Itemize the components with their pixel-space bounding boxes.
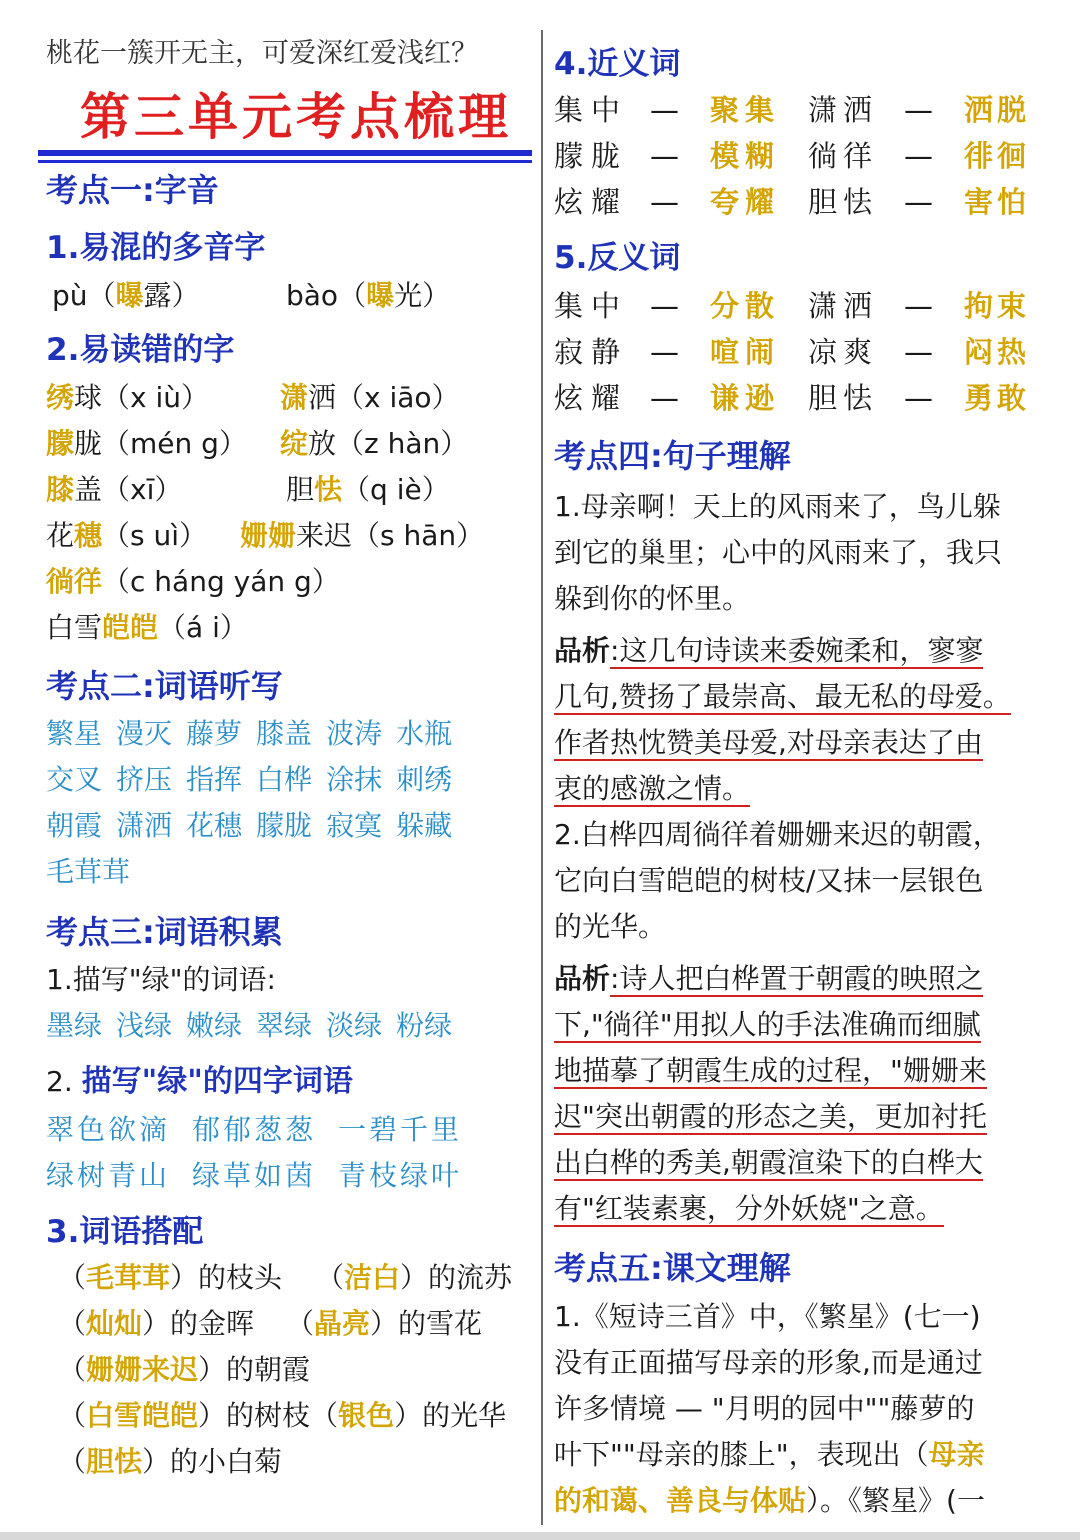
- four-char-row: 绿树青山 绿草如茵 青枝绿叶: [46, 1159, 463, 1192]
- dictation-row: 毛茸茸: [46, 855, 131, 888]
- question-line: 2. 描写"绿"的四字词语: [46, 1064, 353, 1099]
- text-understanding: 1.《短诗三首》中，《繁星》(七一) 没有正面描写母亲的形象,而是通过 许多情境 — "月明的园中""藤萝的 叶下""母亲的膝上"，表现出（母亲 的和蔼、善良与体贴）。《繁星》(一: [554, 1300, 985, 1517]
- collocation-item: （白雪皑皑）的树枝（银色）的光华: [58, 1399, 507, 1432]
- four-char-row: 翠色欲滴 郁郁葱葱 一碧千里: [46, 1113, 463, 1146]
- collocation-item: （毛茸茸）的枝头: [58, 1261, 283, 1294]
- column-divider: [541, 30, 543, 1525]
- subheading: 1.易混的多音字: [46, 230, 266, 266]
- pinyin-item: 姗姗来迟（s hān）: [240, 519, 485, 552]
- synonym-row: 集中 — 聚集 潇洒 — 洒脱: [554, 93, 1031, 127]
- pinyin-item: 胆怯（q iè）: [286, 473, 450, 506]
- synonym-row: 朦胧 — 模糊 徜徉 — 徘徊: [554, 139, 1031, 173]
- pinyin-item: 绽放（z hàn）: [280, 427, 469, 460]
- pinyin-item: 潇洒（x iāo）: [280, 381, 460, 414]
- antonym-row: 集中 — 分散 潇洒 — 拘束: [554, 289, 1031, 323]
- pinyin-item: 徜徉（c háng yán g）: [46, 565, 340, 598]
- polyphone-item: bào（曝光）: [286, 279, 451, 312]
- analysis-1: 品析:这几句诗读来委婉柔和，寥寥 几句,赞扬了最崇高、最无私的母爱。 作者热忱赞美母爱,对母亲表达了由 衷的感激之情。: [554, 634, 1011, 805]
- collocation-item: （姗姗来迟）的朝霞: [58, 1353, 311, 1386]
- antonym-row: 寂静 — 喧闹 凉爽 — 闷热: [554, 335, 1031, 369]
- green-words-row: 墨绿 浅绿 嫩绿 翠绿 淡绿 粉绿: [46, 1009, 453, 1042]
- dictation-row: 朝霞 潇洒 花穗 朦胧 寂寞 躲藏: [46, 809, 453, 842]
- subheading: 5.反义词: [554, 240, 681, 276]
- pinyin-item: 朦胧（mén g）: [46, 427, 247, 460]
- antonym-row: 炫耀 — 谦逊 胆怯 — 勇敢: [554, 381, 1031, 415]
- section-heading: 考点一:字音: [46, 171, 219, 209]
- synonym-row: 炫耀 — 夸耀 胆怯 — 害怕: [554, 185, 1031, 219]
- pinyin-item: 花穗（s uì）: [46, 519, 208, 552]
- page-title: 第三单元考点梳理: [80, 87, 512, 146]
- sentence-1: 1.母亲啊！天上的风雨来了，鸟儿躲 到它的巢里；心中的风雨来了，我只 躲到你的怀里。: [554, 490, 1003, 615]
- section-heading: 考点五:课文理解: [554, 1249, 791, 1287]
- poem-line: 桃花一簇开无主，可爱深红爱浅红？: [46, 38, 478, 69]
- dictation-row: 繁星 漫灭 藤萝 膝盖 波涛 水瓶: [46, 717, 453, 750]
- title-rule: [38, 150, 532, 156]
- sentence-2: 2.白桦四周徜徉着姗姗来迟的朝霞， 它向白雪皑皑的树枝/又抹一层银色 的光华。: [554, 818, 1001, 943]
- pinyin-item: 绣球（x iù）: [46, 381, 210, 414]
- polyphone-item: pù（曝露）: [52, 279, 200, 312]
- subheading: 2.易读错的字: [46, 332, 235, 368]
- pinyin-item: 白雪皑皑（á i）: [46, 611, 248, 644]
- collocation-item: （灿灿）的金晖: [58, 1307, 255, 1340]
- subheading: 3.词语搭配: [46, 1214, 204, 1250]
- pinyin-item: 膝盖（xī）: [46, 473, 183, 506]
- analysis-2: 品析:诗人把白桦置于朝霞的映照之 下,"徜徉"用拟人的手法准确而细腻 地描摹了朝霞生成的过程，"姗姗来 迟"突出朝霞的形态之美，更加衬托 出白桦的秀美,朝霞渲染下的白桦大 有"红装素裹，分外妖娆"之意。: [554, 962, 987, 1225]
- title-rule-thin: [38, 160, 532, 163]
- subheading: 4.近义词: [554, 46, 681, 82]
- collocation-item: （洁白）的流苏: [316, 1261, 513, 1294]
- collocation-item: （胆怯）的小白菊: [58, 1445, 283, 1478]
- section-heading: 考点三:词语积累: [46, 913, 283, 951]
- dictation-row: 交叉 挤压 指挥 白桦 涂抹 刺绣: [46, 763, 453, 796]
- collocation-item: （晶亮）的雪花: [286, 1307, 483, 1340]
- section-heading: 考点四:句子理解: [554, 437, 791, 475]
- question-line: 1.描写"绿"的词语:: [46, 963, 276, 996]
- section-heading: 考点二:词语听写: [46, 667, 283, 705]
- bottom-edge: [0, 1532, 1080, 1540]
